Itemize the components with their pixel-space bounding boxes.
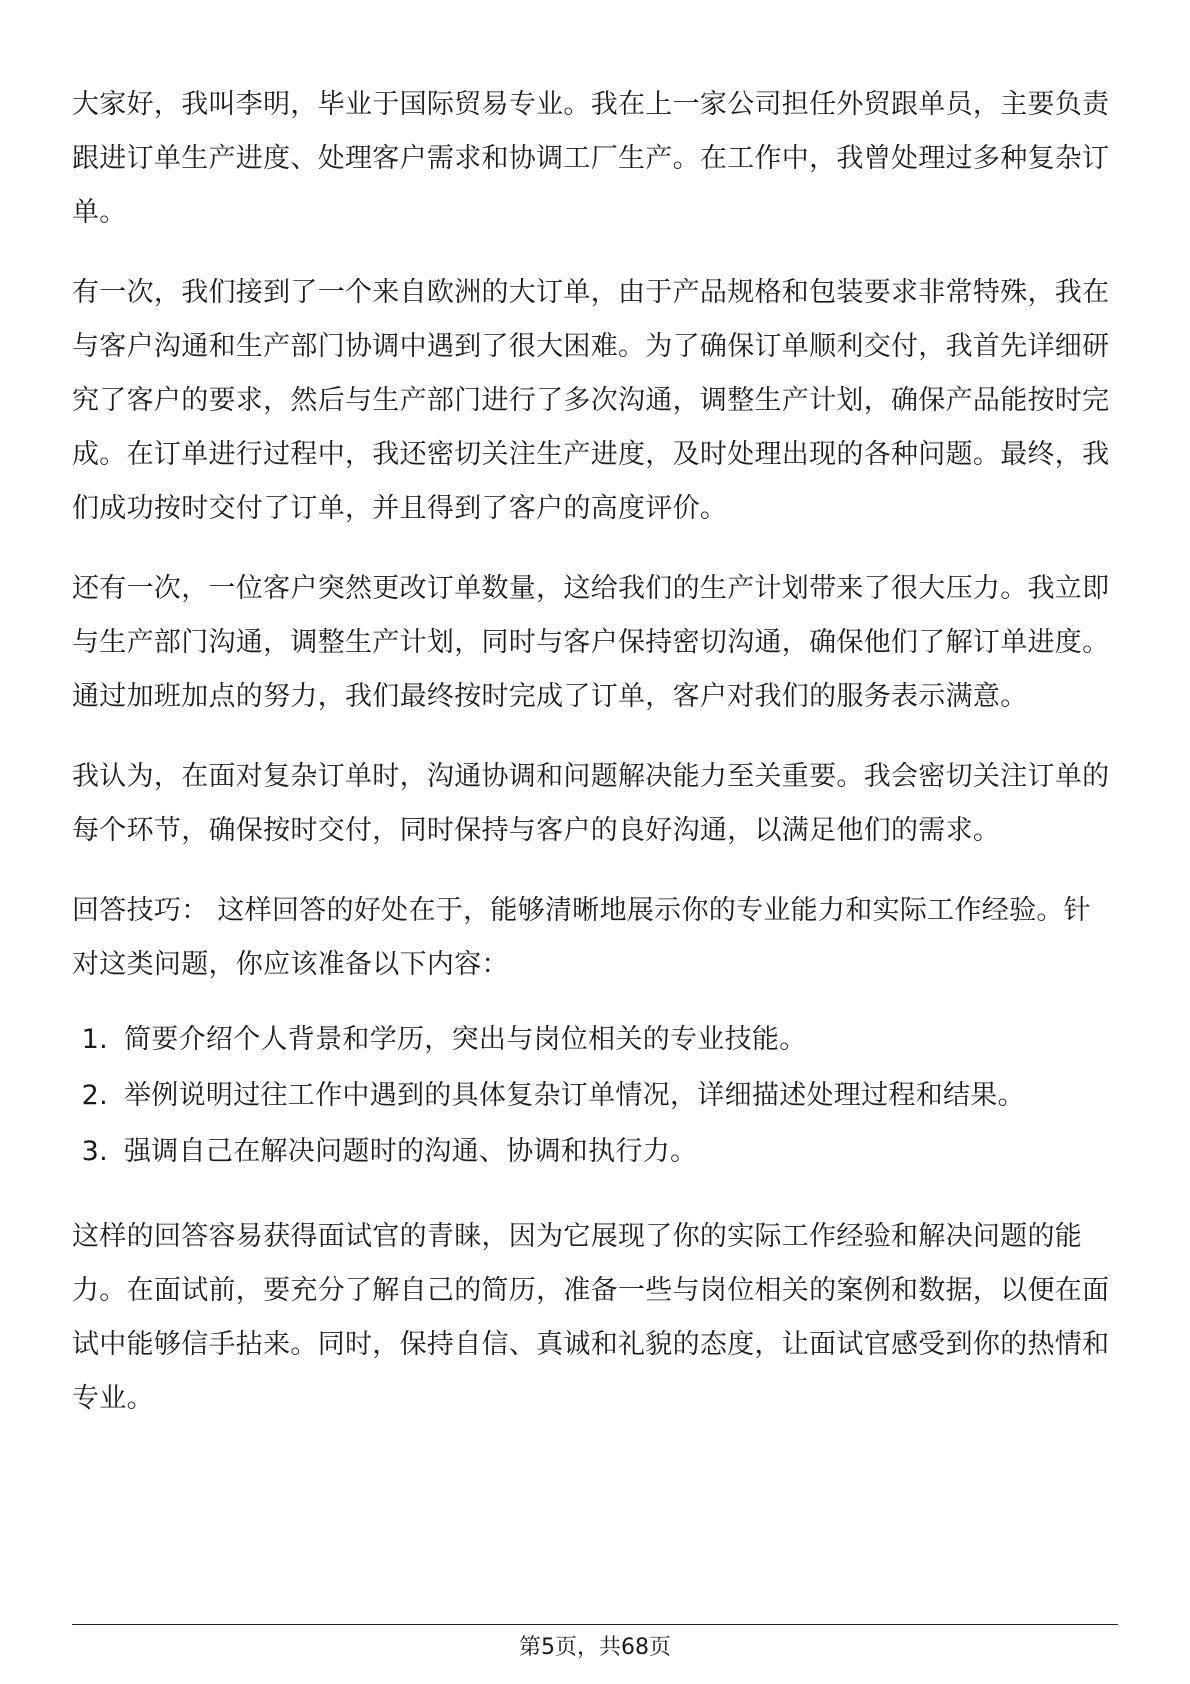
list-item	[72, 1068, 1118, 1124]
tips-list	[72, 1012, 1118, 1180]
list-item-text: 举例说明过往工作中遇到的具体复杂订单情况，详细描述处理过程和结果。	[124, 1080, 1025, 1111]
list-item-number: 3.	[81, 1136, 108, 1167]
paragraph-intro: 大家好，我叫李明，毕业于国际贸易专业。我在上一家公司担任外贸跟单员，主要负责跟进订单生产进度、处理客户需求和协调工厂生产。在工作中，我曾处理过多种复杂订单。	[72, 89, 1110, 228]
list-item-text: 简要介绍个人背景和学历，突出与岗位相关的专业技能。	[124, 1024, 807, 1055]
page-number: 第5页，共68页	[519, 1635, 671, 1660]
list-item-number: 2.	[81, 1080, 108, 1111]
list-item-number: 1.	[81, 1024, 108, 1055]
list-item-text: 强调自己在解决问题时的沟通、协调和执行力。	[124, 1136, 698, 1167]
paragraph-answer-tips: 回答技巧： 这样回答的好处在于，能够清晰地展示你的专业能力和实际工作经验。针对这类问题，你应该准备以下内容：	[72, 895, 1091, 980]
paragraph-closing: 这样的回答容易获得面试官的青睐，因为它展现了你的实际工作经验和解决问题的能力。在面试前，要充分了解自己的简历，准备一些与岗位相关的案例和数据，以便在面试中能够信手拈来。同时，保持自信、真诚和礼貌的态度，让面试官感受到你的热情和专业。	[72, 1221, 1110, 1414]
footer-divider	[72, 1624, 1118, 1625]
paragraph-example-2: 还有一次，一位客户突然更改订单数量，这给我们的生产计划带来了很大压力。我立即与生产部门沟通，调整生产计划，同时与客户保持密切沟通，确保他们了解订单进度。通过加班加点的努力，我们最终按时完成了订单，客户对我们的服务表示满意。	[72, 573, 1110, 712]
paragraph-example-1: 有一次，我们接到了一个来自欧洲的大订单，由于产品规格和包装要求非常特殊，我在与客户沟通和生产部门协调中遇到了很大困难。为了确保订单顺利交付，我首先详细研究了客户的要求，然后与生产部门进行了多次沟通，调整生产计划，确保产品能按时完成。在订单进行过程中，我还密切关注生产进度，及时处理出现的各种问题。最终，我们成功按时交付了订单，并且得到了客户的高度评价。	[72, 277, 1110, 524]
paragraph-conclusion: 我认为，在面对复杂订单时，沟通协调和问题解决能力至关重要。我会密切关注订单的每个环节，确保按时交付，同时保持与客户的良好沟通，以满足他们的需求。	[72, 761, 1110, 846]
list-item	[72, 1012, 1118, 1068]
document-body	[72, 78, 1118, 1452]
list-item	[72, 1124, 1118, 1180]
